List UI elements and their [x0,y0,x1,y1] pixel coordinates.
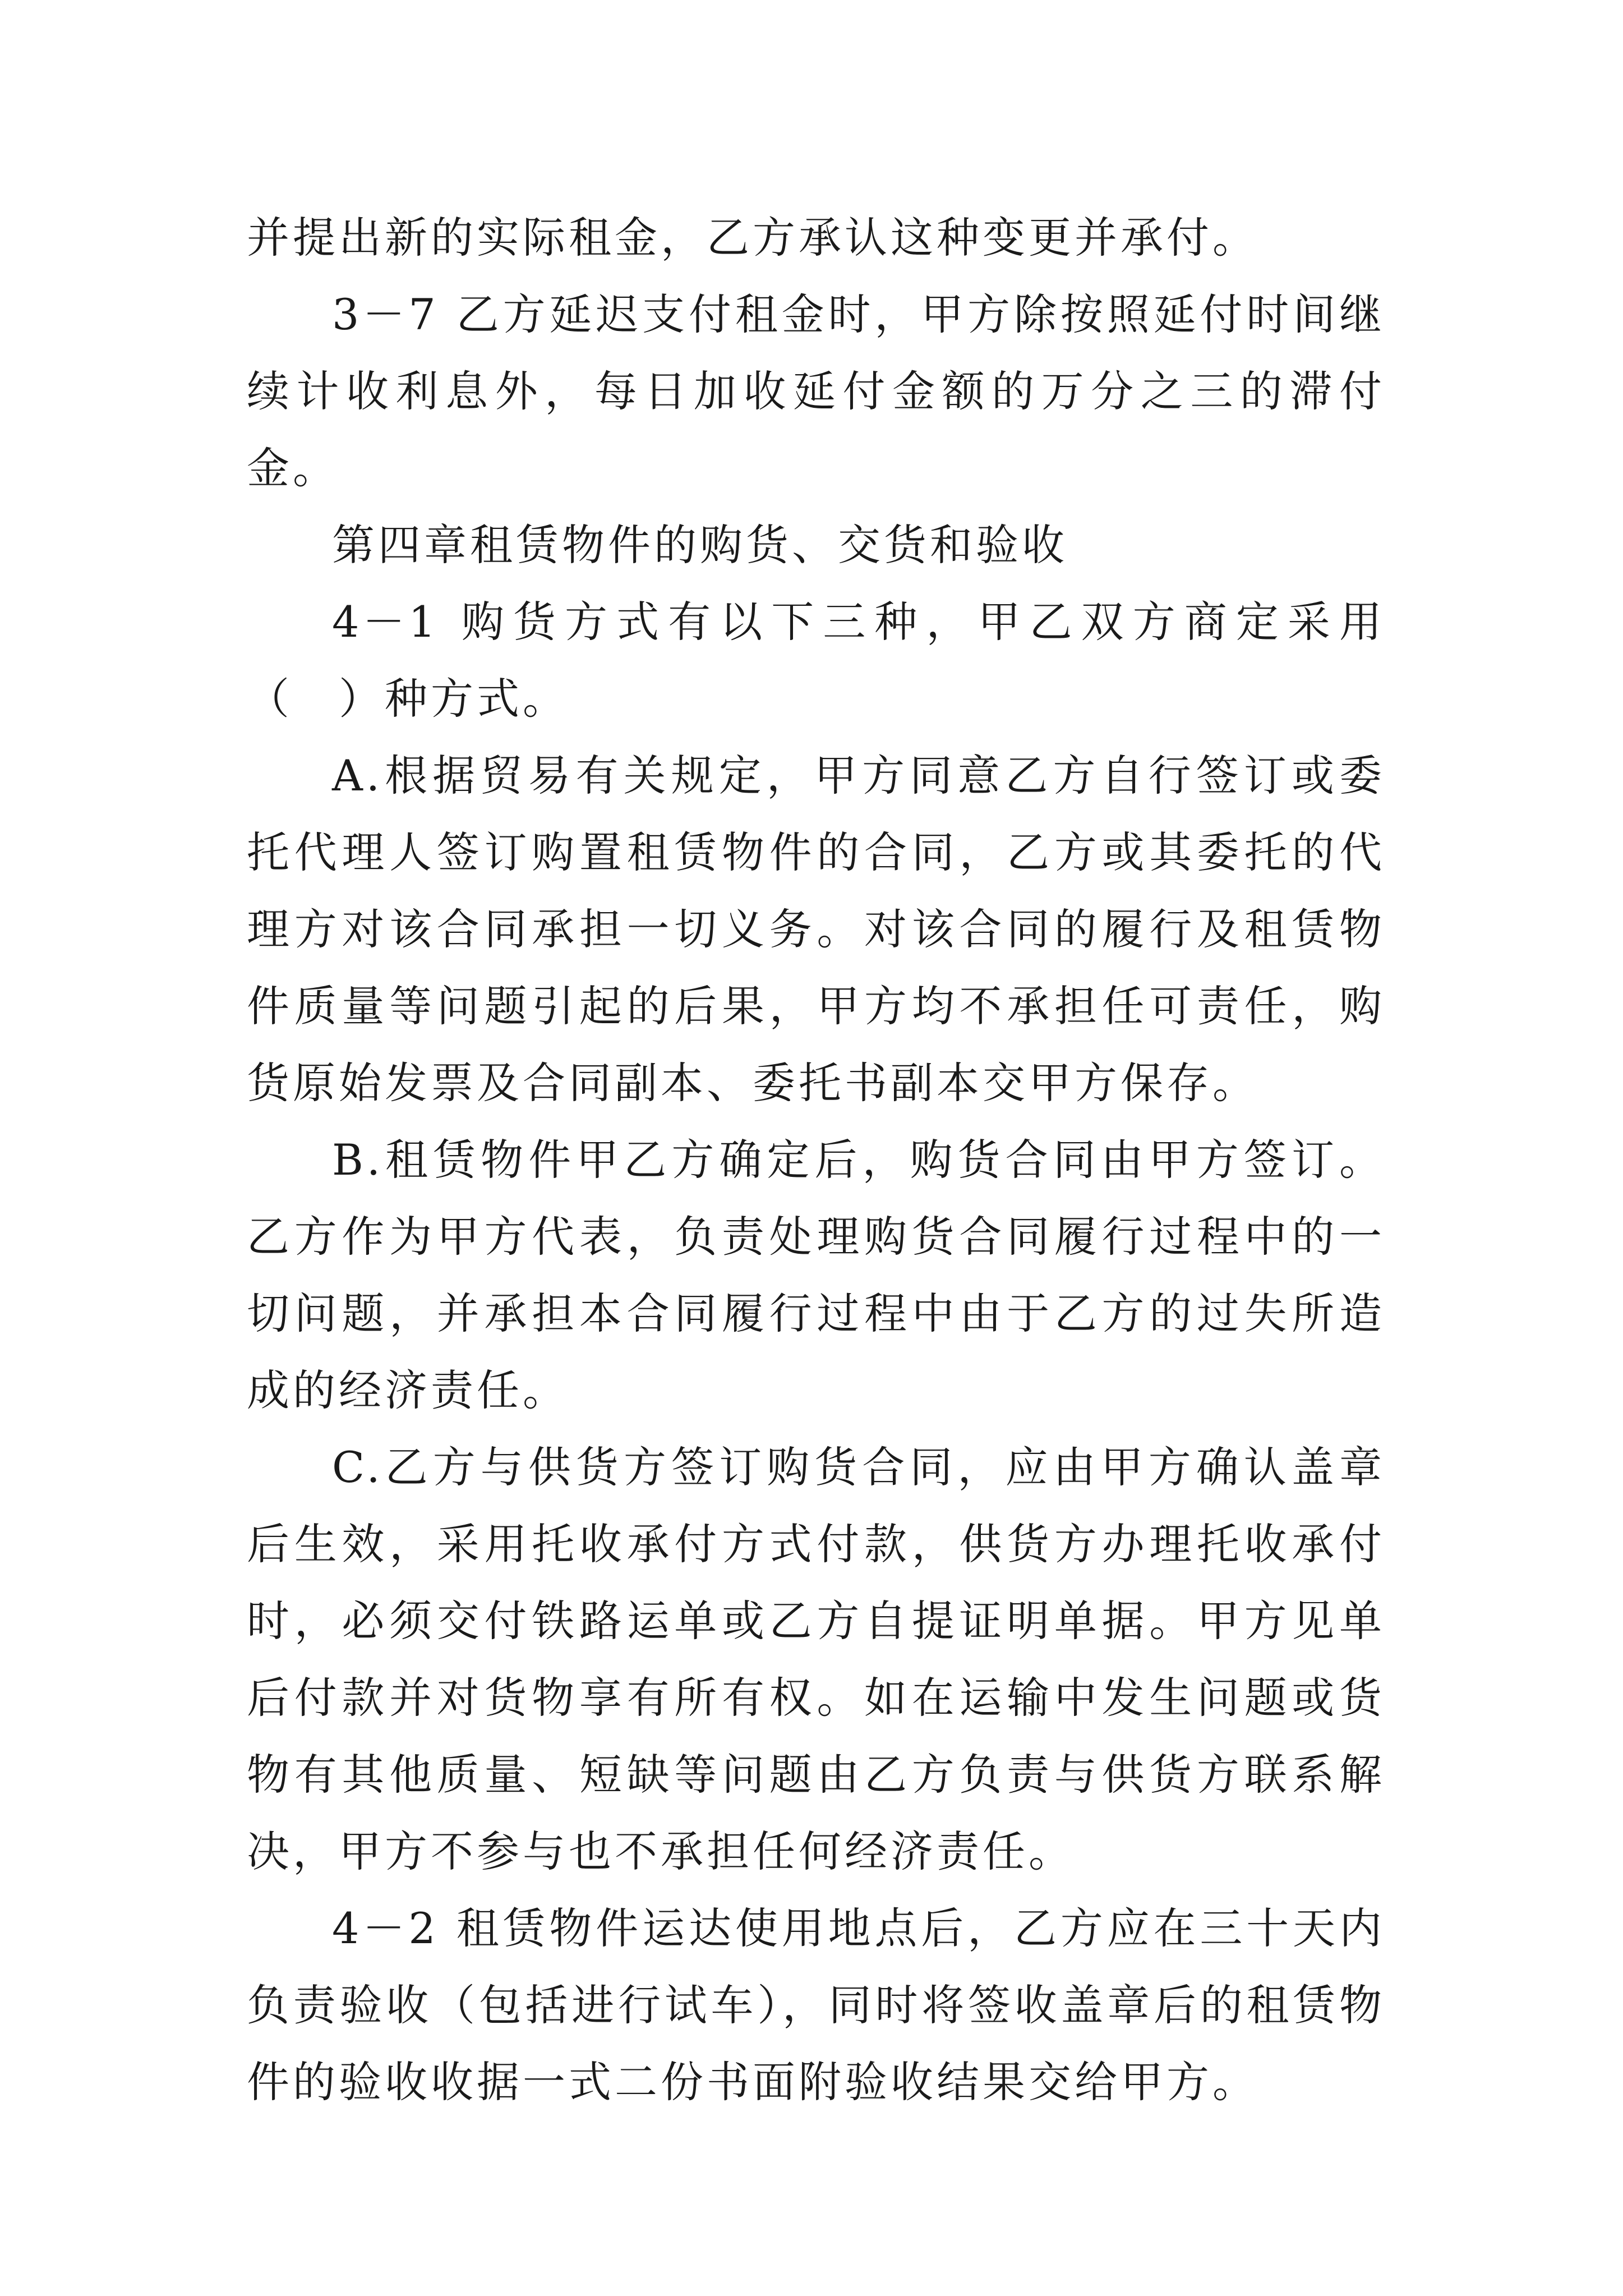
document-body [247,199,1385,2120]
chapter-heading-4: 第四章租赁物件的购货、交货和验收 [332,520,1068,570]
paragraph-option-b: B.租赁物件甲乙方确定后，购货合同由甲方签订。乙方作为甲方代表，负责处理购货合同履行过程中的一切问题，并承担本合同履行过程中由于乙方的过失所造成的经济责任。 [247,1135,1385,1415]
paragraph-clause-3-7: 3－7 乙方延迟支付租金时，甲方除按照延付时间继续计收利息外，每日加收延付金额的万分之三的滞付金。 [247,289,1385,493]
paragraph-clause-4-1: 4－1 购货方式有以下三种，甲乙双方商定采用（ ）种方式。 [247,597,1385,724]
paragraph-option-c: C.乙方与供货方签订购货合同，应由甲方确认盖章后生效，采用托收承付方式付款，供货方办理托收承付时，必须交付铁路运单或乙方自提证明单据。甲方见单后付款并对货物享有所有权。如在运输中发生问题或货物有其他质量、短缺等问题由乙方负责与供货方联系解决，甲方不参与也不承担任何经济责任。 [247,1442,1385,1876]
paragraph-option-a: A.根据贸易有关规定，甲方同意乙方自行签订或委托代理人签订购置租赁物件的合同，乙方或其委托的代理方对该合同承担一切义务。对该合同的履行及租赁物件质量等问题引起的后果，甲方均不承担任可责任，购货原始发票及合同副本、委托书副本交甲方保存。 [247,751,1385,1108]
paragraph-rent-change-continuation: 并提出新的实际租金，乙方承认这种变更并承付。 [247,213,1258,263]
paragraph-clause-4-2: 4－2 租赁物件运达使用地点后，乙方应在三十天内负责验收（包括进行试车），同时将签收盖章后的租赁物件的验收收据一式二份书面附验收结果交给甲方。 [247,1903,1385,2107]
